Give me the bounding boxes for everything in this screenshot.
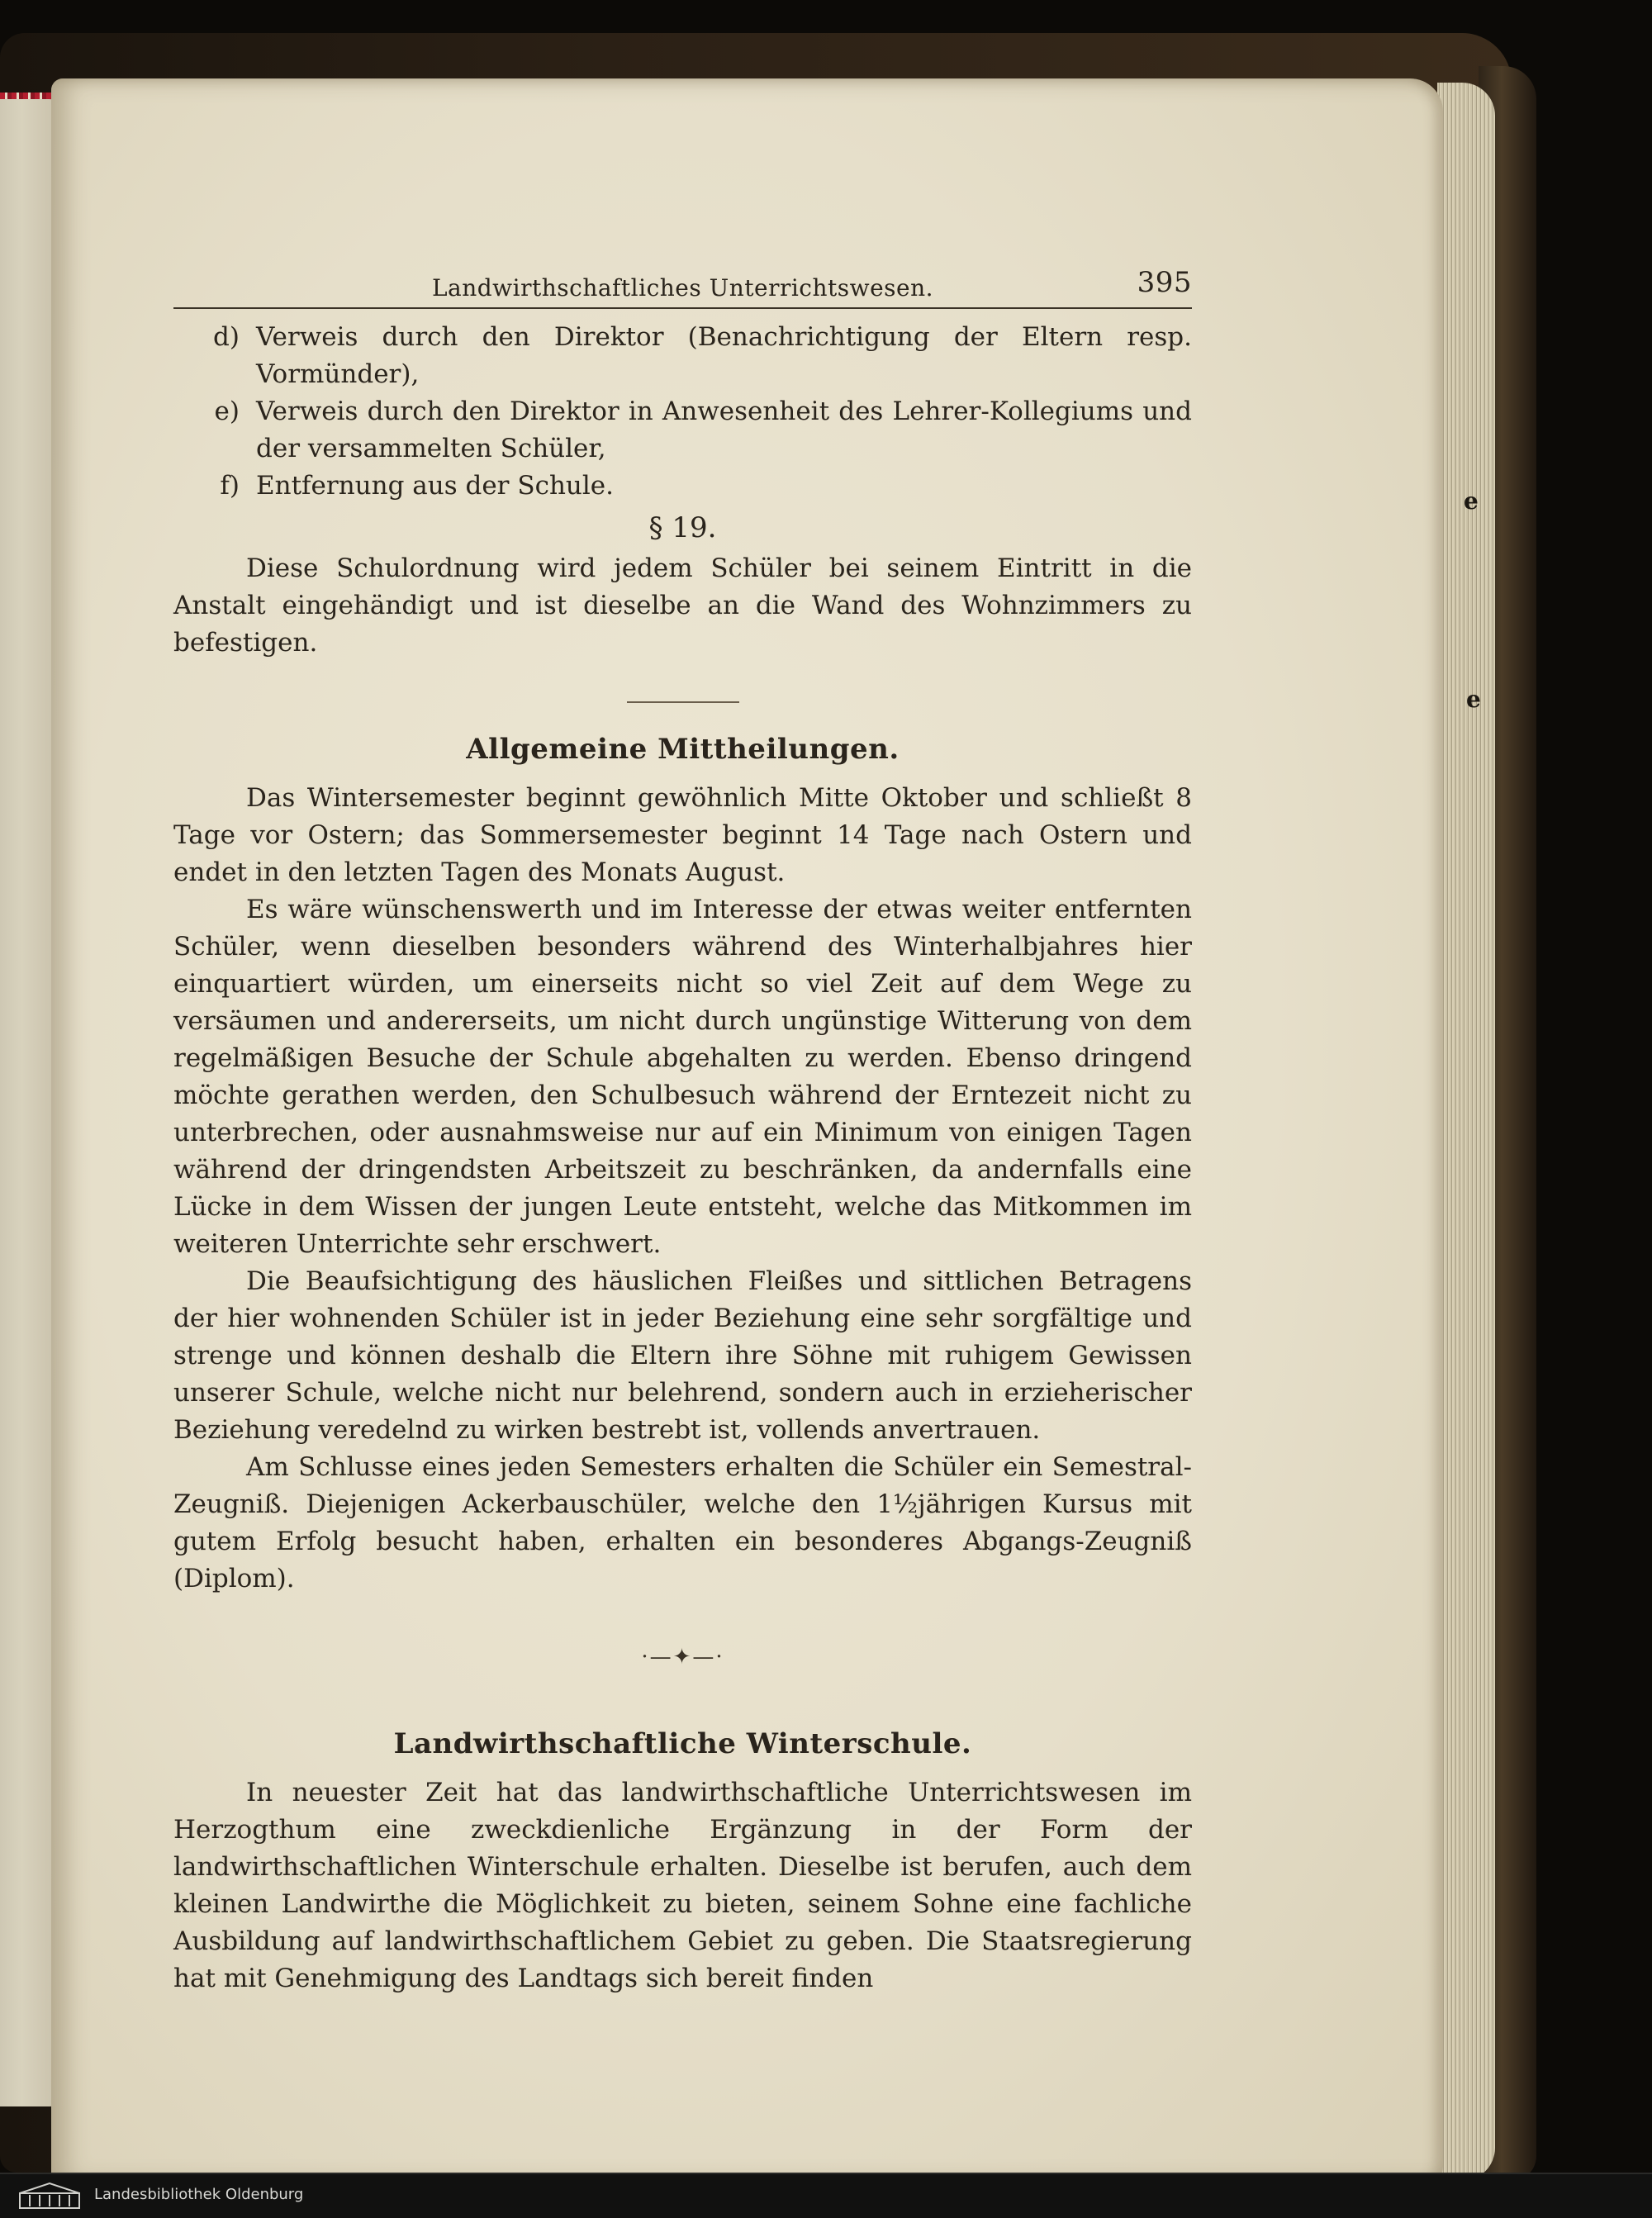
header-rule bbox=[173, 307, 1192, 309]
section-number: § 19. bbox=[648, 511, 717, 544]
list-item bbox=[173, 468, 1192, 505]
list-marker: f) bbox=[220, 471, 240, 501]
section-divider bbox=[627, 701, 739, 703]
paragraph: Am Schlusse eines jeden Semesters erhalten die Schüler ein Semestral-Zeugniß. Diejenigen Ackerbauschüler, welche den 1½jährigen Kursus mit gutem Erfolg besucht haben, erhalten ein besonderes Abgangs-Zeugniß (Diplom). bbox=[173, 1452, 1192, 1593]
footer-bar bbox=[0, 2173, 1652, 2218]
page-content bbox=[173, 263, 1192, 1997]
running-head bbox=[173, 263, 1192, 301]
left-page-edge bbox=[0, 99, 58, 2106]
list-marker: d) bbox=[213, 322, 240, 352]
list-item bbox=[173, 393, 1192, 468]
ornament-divider: ·—✦—· bbox=[641, 1645, 724, 1669]
page-number: 395 bbox=[1137, 266, 1192, 299]
list-item bbox=[173, 319, 1192, 393]
margin-letter: e bbox=[1464, 487, 1479, 515]
library-building-icon bbox=[18, 2182, 81, 2210]
heading-winter-school: Landwirthschaftliche Winterschule. bbox=[393, 1727, 972, 1760]
paragraph: In neuester Zeit hat das landwirthschaftliche Unterrichtswesen im Herzogthum eine zweckdienliche Ergänzung in der Form der landwirthschaftlichen Winterschule erhalten. Dieselbe ist berufen, auch dem kleinen Landwirthe die Möglichkeit zu bieten, seinem Sohne eine fachliche Ausbildung auf landwirthschaftlichem Gebiet zu geben. Die Staatsregierung hat mit Genehmigung des Landtags sich bereit finden bbox=[173, 1778, 1192, 1993]
library-name: Landesbibliothek Oldenburg bbox=[94, 2186, 304, 2203]
running-head-title: Landwirthschaftliches Unterrichtswesen. bbox=[431, 274, 934, 302]
margin-letter: e bbox=[1466, 686, 1481, 713]
paragraph: Die Beaufsichtigung des häuslichen Fleißes und sittlichen Betragens der hier wohnenden Schüler ist in jeder Beziehung eine sehr sorgfältige und strenge und können deshalb die Eltern ihre Söhne mit ruhigem Gewissen unserer Schule, welche nicht nur belehrend, sondern auch in erzieherischer Beziehung veredelnd zu wirken bestrebt ist, vollends anvertrauen. bbox=[173, 1266, 1192, 1445]
list-text: Verweis durch den Direktor (Benachrichtigung der Eltern resp. Vormünder), bbox=[256, 322, 1192, 389]
list-text: Verweis durch den Direktor in Anwesenheit des Lehrer-Kollegiums und der versammelten Schüler, bbox=[256, 397, 1192, 463]
paragraph: Es wäre wünschenswerth und im Interesse der etwas weiter entfernten Schüler, wenn dieselben besonders während des Winterhalbjahres hier einquartiert würden, um einerseits nicht so viel Zeit auf dem Wege zu versäumen und andererseits, um nicht durch ungünstige Witterung von dem regelmäßigen Besuche der Schule abgehalten zu werden. Ebenso dringend möchte gerathen werden, den Schulbesuch während der Erntezeit nicht zu unterbrechen, oder ausnahmsweise nur auf ein Minimum von einigen Tagen während der dringendsten Arbeitszeit zu beschränken, da andernfalls eine Lücke in dem Wissen der jungen Leute entsteht, welche das Mitkommen im weiteren Unterrichte sehr erschwert. bbox=[173, 895, 1192, 1259]
page-fore-edge bbox=[1437, 83, 1495, 2173]
paragraph: Das Wintersemester beginnt gewöhnlich Mitte Oktober und schließt 8 Tage vor Ostern; das Sommersemester beginnt 14 Tage nach Ostern und endet in den letzten Tagen des Monats August. bbox=[173, 783, 1192, 887]
heading-general-notices: Allgemeine Mittheilungen. bbox=[466, 733, 900, 766]
list-marker: e) bbox=[214, 397, 240, 426]
section-paragraph: Diese Schulordnung wird jedem Schüler bei seinem Eintritt in die Anstalt eingehändigt und ist dieselbe an die Wand des Wohnzimmers zu befestigen. bbox=[173, 553, 1192, 658]
list-text: Entfernung aus der Schule. bbox=[256, 471, 615, 501]
